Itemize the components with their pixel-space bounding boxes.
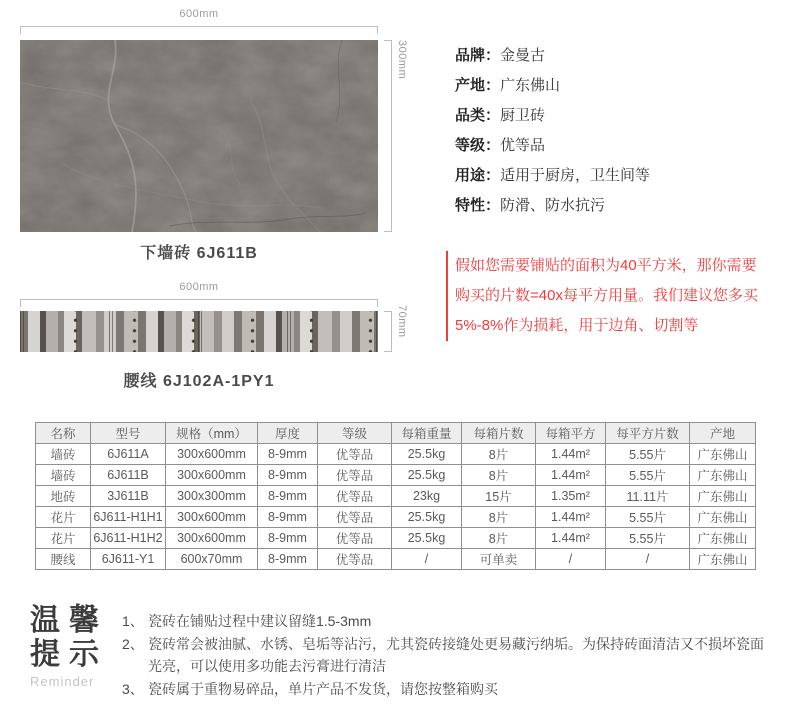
table-cell: 6J611B <box>91 465 166 486</box>
reminder-item-text: 瓷砖属于重物易碎品，单片产品不发货，请您按整箱购买 <box>148 680 498 697</box>
table-header-cell: 每箱片数 <box>462 423 536 444</box>
table-cell: 5.55片 <box>606 444 690 465</box>
table-cell: 优等品 <box>318 528 392 549</box>
spec-label: 等级： <box>455 137 501 154</box>
table-cell: 15片 <box>462 486 536 507</box>
table-cell: 地砖 <box>36 486 91 507</box>
table-cell: / <box>392 549 462 570</box>
table-cell: 8-9mm <box>258 486 318 507</box>
table-row-1 <box>36 465 756 486</box>
table-cell: 1.44m² <box>536 465 606 486</box>
table-row-5 <box>36 549 756 570</box>
reminder-item-number: 3、 <box>122 680 144 697</box>
spec-label: 用途： <box>455 167 501 184</box>
table-header-cell: 产地 <box>690 423 756 444</box>
wall-tile-width-bracket <box>20 26 378 34</box>
table-header-cell: 每平方片数 <box>606 423 690 444</box>
table-cell: 600x70mm <box>166 549 258 570</box>
table-cell: 5.55片 <box>606 465 690 486</box>
table-cell: 300x300mm <box>166 486 258 507</box>
table-row-4 <box>36 528 756 549</box>
reminder-title-line1: 温馨 <box>30 604 108 637</box>
table-header-cell: 型号 <box>91 423 166 444</box>
waist-tile-height-label: 70mm <box>396 305 408 338</box>
spec-value: 金曼古 <box>500 47 546 64</box>
table-cell: 5.55片 <box>606 507 690 528</box>
spec-label: 产地： <box>455 77 501 94</box>
spec-label: 特性： <box>455 197 501 214</box>
wall-tile-height-bracket <box>384 40 392 232</box>
table-header-cell: 厚度 <box>258 423 318 444</box>
table-cell: 25.5kg <box>392 465 462 486</box>
reminder-item-text: 瓷砖常会被油腻、水锈、皂垢等沾污，尤其瓷砖接缝处更易藏污纳垢。为保持砖面清洁又不损坏瓷面光亮，可以使用多功能去污膏进行清洁 <box>148 635 764 674</box>
table-row-0 <box>36 444 756 465</box>
table-cell: 3J611B <box>91 486 166 507</box>
table-cell: 墙砖 <box>36 444 91 465</box>
spec-label: 品类： <box>455 107 501 124</box>
table-cell: 6J611-Y1 <box>91 549 166 570</box>
reminder-item-2 <box>122 678 770 701</box>
spec-row-5 <box>455 194 775 224</box>
table-row-3 <box>36 507 756 528</box>
wall-tile-caption: 下墙砖 6J611B <box>140 245 258 262</box>
purchase-notice: 假如您需要铺贴的面积为40平方米，那你需要购买的片数=40x每平方用量。我们建议您多买5%-8%作为损耗，用于边角、切割等 <box>446 251 766 341</box>
reminder-item-1 <box>122 633 770 678</box>
reminder-title <box>30 604 122 689</box>
spec-label: 品牌： <box>455 47 501 64</box>
table-cell: / <box>536 549 606 570</box>
table-cell: 优等品 <box>318 549 392 570</box>
table-cell: 优等品 <box>318 507 392 528</box>
table-header-cell: 每箱重量 <box>392 423 462 444</box>
spec-table <box>35 422 756 570</box>
table-cell: 1.44m² <box>536 444 606 465</box>
table-cell: 8片 <box>462 444 536 465</box>
table-cell: 8-9mm <box>258 528 318 549</box>
table-cell: 8片 <box>462 465 536 486</box>
table-cell: 广东佛山 <box>690 549 756 570</box>
table-cell: 6J611-H1H2 <box>91 528 166 549</box>
table-cell: 25.5kg <box>392 528 462 549</box>
spec-row-2 <box>455 104 775 134</box>
waist-tile-width-label: 600mm <box>179 281 219 293</box>
table-cell: 300x600mm <box>166 507 258 528</box>
table-cell: 广东佛山 <box>690 444 756 465</box>
wall-tile-marble-texture <box>20 40 378 232</box>
product-spec-list <box>455 44 775 224</box>
table-cell: 5.55片 <box>606 528 690 549</box>
table-cell: 6J611-H1H1 <box>91 507 166 528</box>
table-cell: 1.44m² <box>536 507 606 528</box>
reminder-item-list <box>122 610 770 700</box>
spec-value: 适用于厨房，卫生间等 <box>500 167 651 184</box>
table-cell: 1.35m² <box>536 486 606 507</box>
wall-tile-height-label: 300mm <box>396 40 408 80</box>
wall-tile-width-label: 600mm <box>179 8 219 20</box>
table-cell: 8片 <box>462 507 536 528</box>
waist-tile-image <box>20 311 378 352</box>
table-cell: 25.5kg <box>392 444 462 465</box>
table-cell: 花片 <box>36 507 91 528</box>
table-cell: / <box>606 549 690 570</box>
table-cell: 8-9mm <box>258 507 318 528</box>
table-cell: 6J611A <box>91 444 166 465</box>
reminder-subtitle: Reminder <box>30 674 95 689</box>
reminder-item-text: 瓷砖在铺贴过程中建议留缝1.5-3mm <box>148 613 372 629</box>
table-header-cell: 等级 <box>318 423 392 444</box>
table-cell: 腰线 <box>36 549 91 570</box>
table-cell: 23kg <box>392 486 462 507</box>
waist-tile-height-bracket <box>384 311 392 352</box>
spec-value: 防滑、防水抗污 <box>500 197 606 214</box>
table-cell: 8片 <box>462 528 536 549</box>
spec-row-1 <box>455 74 775 104</box>
spec-row-3 <box>455 134 775 164</box>
table-cell: 8-9mm <box>258 465 318 486</box>
spec-table-section <box>35 422 755 570</box>
waist-tile-width-bracket <box>20 299 378 307</box>
table-cell: 优等品 <box>318 465 392 486</box>
table-cell: 11.11片 <box>606 486 690 507</box>
spec-row-4 <box>455 164 775 194</box>
table-header-cell: 每箱平方 <box>536 423 606 444</box>
table-header-cell: 规格（mm） <box>166 423 258 444</box>
table-cell: 优等品 <box>318 486 392 507</box>
table-cell: 25.5kg <box>392 507 462 528</box>
reminder-item-0 <box>122 610 770 633</box>
reminder-item-number: 2、 <box>122 635 144 652</box>
waist-tile-caption: 腰线 6J102A-1PY1 <box>123 373 275 390</box>
wall-tile-image <box>20 40 378 232</box>
table-cell: 优等品 <box>318 444 392 465</box>
table-header-cell: 名称 <box>36 423 91 444</box>
table-cell: 8-9mm <box>258 444 318 465</box>
table-cell: 300x600mm <box>166 465 258 486</box>
table-cell: 可单卖 <box>462 549 536 570</box>
spec-value: 广东佛山 <box>500 77 561 94</box>
table-cell: 广东佛山 <box>690 486 756 507</box>
table-cell: 花片 <box>36 528 91 549</box>
table-cell: 广东佛山 <box>690 465 756 486</box>
reminder-title-line2: 提示 <box>30 638 108 671</box>
table-cell: 300x600mm <box>166 444 258 465</box>
spec-value: 厨卫砖 <box>500 107 546 124</box>
table-row-2 <box>36 486 756 507</box>
table-cell: 8-9mm <box>258 549 318 570</box>
table-cell: 300x600mm <box>166 528 258 549</box>
table-cell: 广东佛山 <box>690 507 756 528</box>
reminder-item-number: 1、 <box>122 613 144 629</box>
table-cell: 1.44m² <box>536 528 606 549</box>
spec-row-0 <box>455 44 775 74</box>
spec-value: 优等品 <box>500 137 546 154</box>
table-cell: 广东佛山 <box>690 528 756 549</box>
table-cell: 墙砖 <box>36 465 91 486</box>
table-header-row <box>36 423 756 444</box>
